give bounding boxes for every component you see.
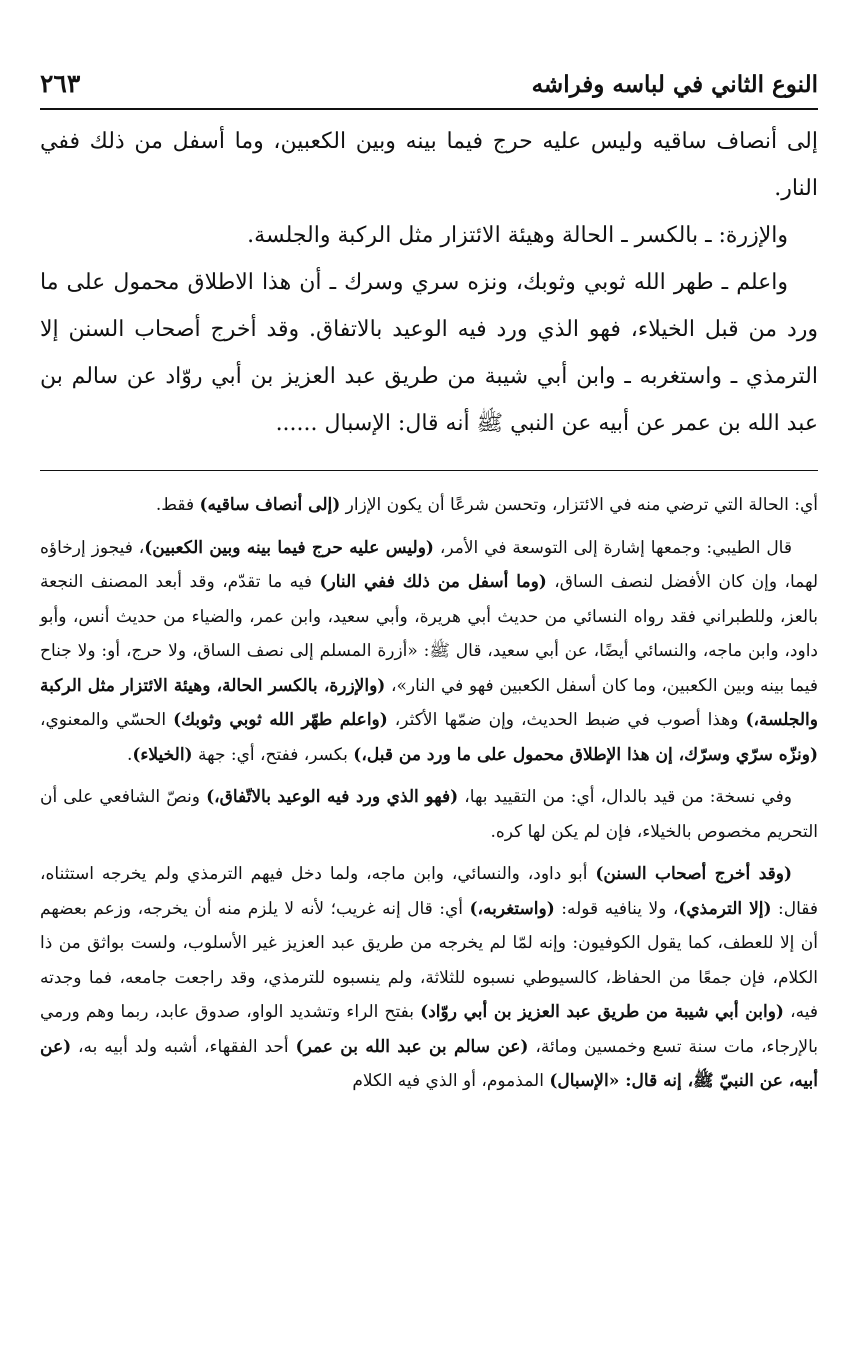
quoted-matn-text: (إلا الترمذي) xyxy=(678,898,772,919)
quoted-matn-text: (عن سالم بن عبد الله بن عمر) xyxy=(295,1036,529,1057)
commentary xyxy=(40,488,818,1107)
commentary-text: بفتح الراء وتشديد الواو، صدوق عابد، ربما وهم ورمي بالإرجاء، مات سنة تسع وخمسين ومائة، xyxy=(40,1002,818,1057)
page-header xyxy=(40,62,818,98)
commentary-text: ونصّ الشافعي على أن التحريم مخصوص بالخيلاء، فإن لم يكن لها كره. xyxy=(40,787,818,842)
quoted-matn-text: (وابن أبي شيبة من طريق عبد العزيز بن أبي روّاد) xyxy=(420,1002,784,1022)
commentary-paragraph-4 xyxy=(40,857,818,1099)
quoted-matn-text: (واعلم طهّر الله ثوبي وثوبك) xyxy=(173,710,388,730)
footnote-divider xyxy=(40,470,818,471)
page-number: ٢٦٣ xyxy=(40,69,81,98)
commentary-text: وفي نسخة: من قيد بالدال، أي: من التقييد بها، xyxy=(458,787,793,807)
commentary-paragraph-2 xyxy=(40,531,818,773)
commentary-text: أي: قال إنه غريب؛ لأنه لا يلزم منه أن يخرجه، وزعم بعضهم أن إلا للعطف، كما يقول الكوفيون: وإنه لمّا لم يخرجه من طريق عبد العزيز غير الأسلوب، ولست بواثق من ذا الكلام، فإن جمعًا من الحفاظ، كالسيوطي نسبوه للثلاثة، ولم ينسبوه للترمذي، وقد راجعت جامعه، فما وجدته فيه، xyxy=(40,898,819,1022)
commentary-text: أبو داود، والنسائي، وابن ماجه، ولما دخل فيهم الترمذي ولم يخرجه استثناه، فقال: xyxy=(40,864,818,919)
commentary-text: الحسّي والمعنوي، xyxy=(40,710,174,730)
header-rule xyxy=(40,108,818,110)
main-paragraph-3: واعلم ـ طهر الله ثوبي وثوبك، ونزه سري وسرك ـ أن هذا الاطلاق محمول على ما ورد من قبل الخيلاء، فهو الذي ورد فيه الوعيد بالاتفاق. وقد أخرج أصحاب السنن إلا الترمذي ـ واستغربه ـ وابن أبي شيبة من طريق عبد العزيز بن أبي روّاد عن سالم بن عبد الله بن عمر عن أبيه عن النبي ﷺ أنه قال: الإسبال ...... xyxy=(40,270,818,436)
commentary-text: . xyxy=(126,744,133,765)
running-title: النوع الثاني في لباسه وفراشه xyxy=(531,71,818,98)
commentary-text: قال الطيبي: وجمعها إشارة إلى التوسعة في الأمر، xyxy=(433,537,792,558)
commentary-text: المذموم، أو الذي فيه الكلام xyxy=(352,1071,550,1091)
commentary-paragraph-1 xyxy=(40,488,818,523)
commentary-text: بكسر، ففتح، أي: جهة xyxy=(192,744,354,765)
quoted-matn-text: (عن أبيه، عن النبيّ ﷺ، إنه قال: «الإسبال) xyxy=(40,1036,818,1091)
quoted-matn-text: (واستغربه،) xyxy=(469,898,555,919)
commentary-text: ، فيجوز إرخاؤه لهما، وإن كان الأفضل لنصف الساق، xyxy=(40,537,818,592)
quoted-matn-text: (فهو الذي ورد فيه الوعيد بالاتّفاق،) xyxy=(206,787,459,807)
main-paragraph-1: إلى أنصاف ساقيه وليس عليه حرج فيما بينه وبين الكعبين، وما أسفل من ذلك ففي النار. xyxy=(40,129,818,201)
quoted-matn-text: (وقد أخرج أصحاب السنن) xyxy=(595,864,792,884)
quoted-matn-text: (والإزرة، بالكسر الحالة، وهيئة الائتزار مثل الركبة والجلسة،) xyxy=(40,675,818,730)
commentary-text: فيه ما تقدّم، وقد أبعد المصنف النجعة بالعز، وللطبراني فقد رواه النسائي من حديث أبي هريرة، وأبي سعيد، وابن عمر، والضياء من حديث أنس، وأبو داود، وابن ماجه، والنسائي أيضًا، عن أبي سعيد، قال ﷺ: «أزرة المسلم إلى نصف الساق، ولا حرج، أو: ولا جناح فيما بينه وبين الكعبين، وما كان أسفل الكعبين فهو في النار»، xyxy=(40,572,818,696)
quoted-matn-text: (وما أسفل من ذلك ففي النار) xyxy=(319,572,547,592)
quoted-matn-text: (إلى أنصاف ساقيه) xyxy=(199,495,341,515)
main-paragraph-2: والإزرة: ـ بالكسر ـ الحالة وهيئة الائتزار مثل الركبة والجلسة. xyxy=(247,223,788,248)
commentary-text: ، ولا ينافيه قوله: xyxy=(554,898,679,919)
commentary-text: أي: الحالة التي ترضي منه في الائتزار، وتحسن شرعًا أن يكون الإزار xyxy=(340,495,818,515)
commentary-text: وهذا أصوب في ضبط الحديث، وإن ضمّها الأكثر، xyxy=(387,710,746,730)
commentary-text: أحد الفقهاء، أشبه ولد أبيه به، xyxy=(71,1036,296,1057)
quoted-matn-text: (وليس عليه حرج فيما بينه وبين الكعبين) xyxy=(144,537,434,558)
main-text xyxy=(40,118,818,447)
quoted-matn-text: (ونزّه سرّي وسرّك، إن هذا الإطلاق محمول على ما ورد من قبل،) xyxy=(353,744,818,765)
commentary-paragraph-3 xyxy=(40,780,818,849)
commentary-text: فقط. xyxy=(155,495,200,515)
quoted-matn-text: (الخيلاء) xyxy=(132,744,193,765)
